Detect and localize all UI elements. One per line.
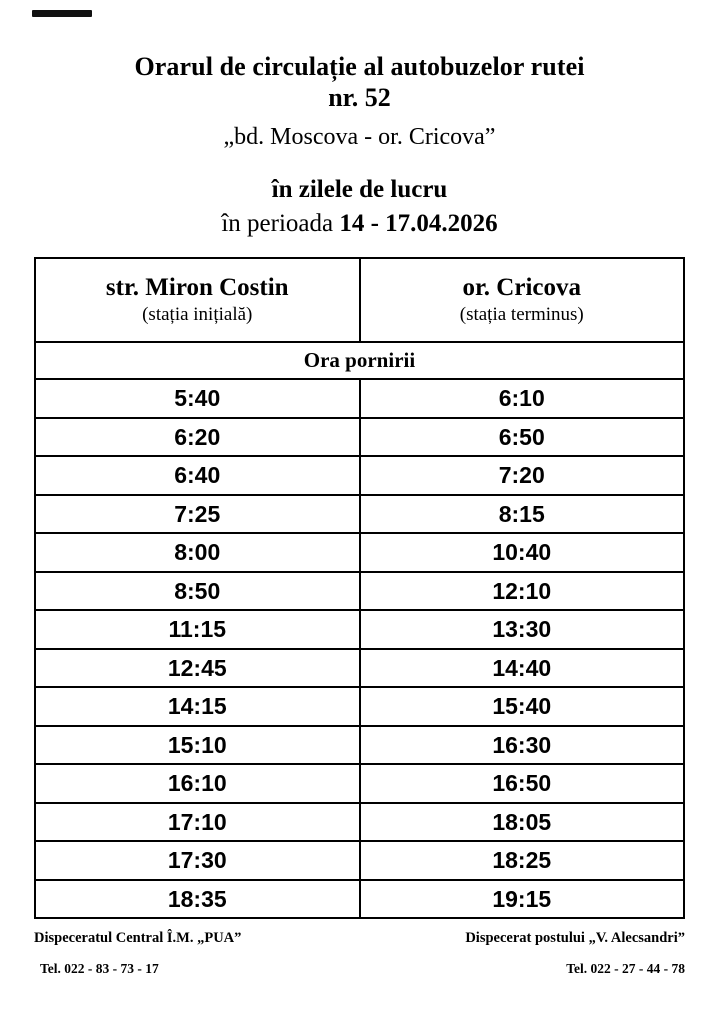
table-row [35, 803, 684, 842]
table-row [35, 687, 684, 726]
table-row [35, 533, 684, 572]
dispatcher-post-label: Dispecerat postului „V. Alecsandri” [465, 930, 685, 947]
departure-time-left: 16:10 [35, 764, 360, 803]
departure-time-right: 15:40 [360, 687, 685, 726]
departure-time-left: 17:10 [35, 803, 360, 842]
period-dates: 14 - 17.04.2026 [339, 210, 498, 238]
poster-header [34, 0, 685, 239]
departure-time-right: 18:25 [360, 841, 685, 880]
route-name: „bd. Moscova - or. Cricova” [223, 123, 496, 150]
departure-time-left: 17:30 [35, 841, 360, 880]
table-row [35, 880, 684, 919]
page-title: Orarul de circulație al autobuzelor rutei [134, 52, 585, 81]
table-row [35, 456, 684, 495]
table-row [35, 610, 684, 649]
departure-time-left: 11:15 [35, 610, 360, 649]
schedule-table [34, 257, 685, 919]
departure-time-right: 18:05 [360, 803, 685, 842]
table-spanner-row [35, 342, 684, 379]
departure-time-left: 8:50 [35, 572, 360, 611]
departure-time-right: 16:30 [360, 726, 685, 765]
page-corner-mark [32, 10, 92, 17]
departure-time-label: Ora pornirii [35, 342, 684, 379]
departure-time-left: 8:00 [35, 533, 360, 572]
departure-time-right: 6:50 [360, 418, 685, 457]
departure-time-left: 18:35 [35, 880, 360, 919]
table-row [35, 726, 684, 765]
table-row [35, 649, 684, 688]
dispatcher-central-phone: Tel. 022 - 83 - 73 - 17 [40, 961, 159, 977]
departure-time-right: 6:10 [360, 379, 685, 418]
departure-time-left: 5:40 [35, 379, 360, 418]
table-row [35, 764, 684, 803]
day-type: în zilele de lucru [271, 176, 448, 204]
departure-time-right: 14:40 [360, 649, 685, 688]
departure-time-left: 6:40 [35, 456, 360, 495]
departure-time-right: 8:15 [360, 495, 685, 534]
departure-time-left: 12:45 [35, 649, 360, 688]
validity-period [34, 209, 685, 239]
departure-time-right: 19:15 [360, 880, 685, 919]
departure-time-right: 12:10 [360, 572, 685, 611]
footer-left [34, 929, 241, 977]
dispatcher-central-label: Dispeceratul Central Î.M. „PUA” [34, 930, 242, 947]
station-header-right [360, 258, 685, 342]
station-note-left: (stația inițială) [142, 304, 253, 326]
station-header-left [35, 258, 360, 342]
table-row [35, 841, 684, 880]
departure-time-right: 16:50 [360, 764, 685, 803]
table-row [35, 379, 684, 418]
station-name-left: str. Miron Costin [105, 273, 289, 301]
dispatcher-post-phone: Tel. 022 - 27 - 44 - 78 [566, 961, 685, 977]
station-note-right: (stația terminus) [459, 304, 584, 326]
departure-time-left: 6:20 [35, 418, 360, 457]
period-prefix: în perioada [221, 210, 340, 238]
table-row [35, 495, 684, 534]
footer-right [465, 929, 685, 977]
table-row [35, 418, 684, 457]
departure-time-right: 7:20 [360, 456, 685, 495]
station-name-right: or. Cricova [462, 273, 581, 301]
table-header-row [35, 258, 684, 342]
departure-time-left: 7:25 [35, 495, 360, 534]
poster-footer [34, 929, 685, 977]
departure-time-right: 13:30 [360, 610, 685, 649]
departure-time-right: 10:40 [360, 533, 685, 572]
table-row [35, 572, 684, 611]
departure-time-left: 15:10 [35, 726, 360, 765]
route-number: nr. 52 [328, 83, 391, 113]
departure-time-left: 14:15 [35, 687, 360, 726]
